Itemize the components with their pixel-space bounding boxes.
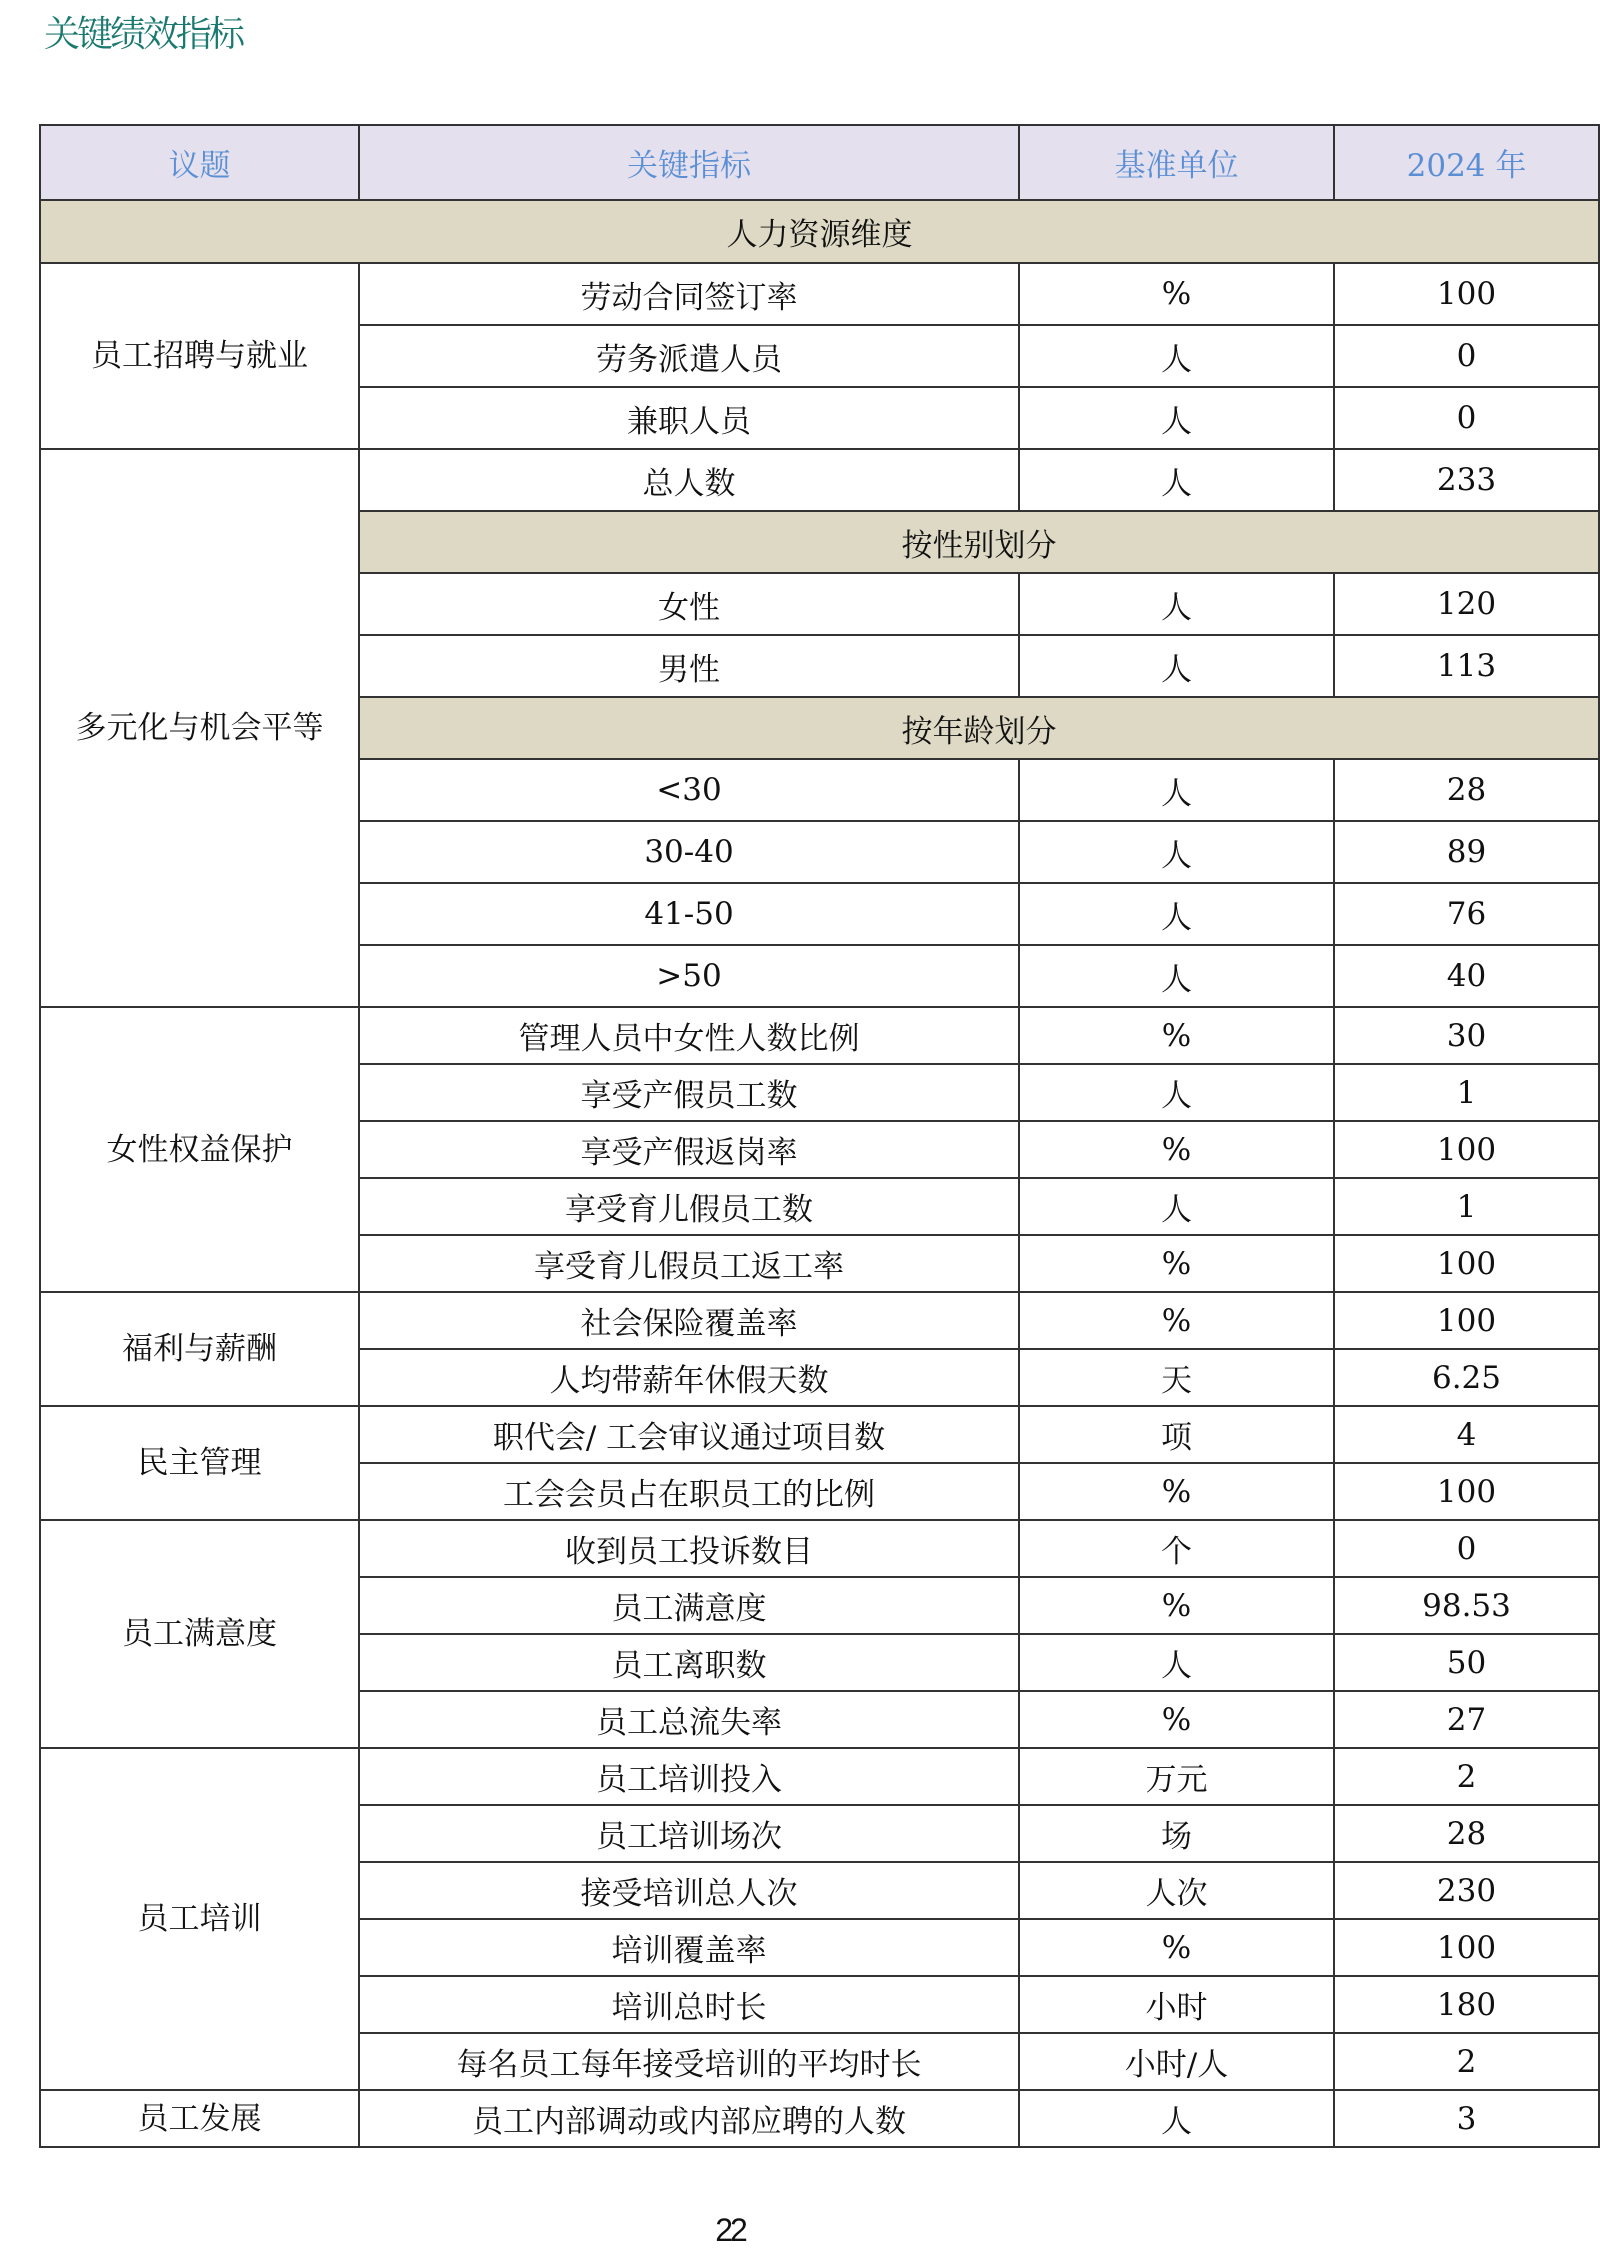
indicator-cell: 收到员工投诉数目 (359, 1520, 1019, 1577)
value-cell: 1 (1334, 1178, 1599, 1235)
unit-cell: 小时/人 (1019, 2033, 1334, 2090)
unit-cell: 万元 (1019, 1748, 1334, 1805)
indicator-cell: 总人数 (359, 449, 1019, 511)
table-row (40, 1007, 1599, 1064)
table-row (40, 449, 1599, 511)
category-cell: 女性权益保护 (40, 1007, 359, 1292)
indicator-cell: 员工培训场次 (359, 1805, 1019, 1862)
subheader-age: 按年龄划分 (359, 697, 1599, 759)
indicator-cell: 劳动合同签订率 (359, 263, 1019, 325)
unit-cell: 个 (1019, 1520, 1334, 1577)
table-row (40, 1406, 1599, 1463)
table-row (40, 1520, 1599, 1577)
unit-cell: 人 (1019, 573, 1334, 635)
indicator-cell: 享受产假返岗率 (359, 1121, 1019, 1178)
table-row (40, 1292, 1599, 1349)
value-cell: 0 (1334, 387, 1599, 449)
indicator-cell: 41-50 (359, 883, 1019, 945)
category-cell: 员工培训 (40, 1748, 359, 2090)
value-cell: 100 (1334, 1235, 1599, 1292)
unit-cell: % (1019, 1691, 1334, 1748)
indicator-cell: 职代会/ 工会审议通过项目数 (359, 1406, 1019, 1463)
indicator-cell: 30-40 (359, 821, 1019, 883)
indicator-cell: 社会保险覆盖率 (359, 1292, 1019, 1349)
unit-cell: % (1019, 1919, 1334, 1976)
table-row (40, 263, 1599, 325)
indicator-cell: >50 (359, 945, 1019, 1007)
section-row (40, 200, 1599, 263)
unit-cell: % (1019, 1577, 1334, 1634)
subheader-gender: 按性别划分 (359, 511, 1599, 573)
indicator-cell: 员工内部调动或内部应聘的人数 (359, 2090, 1019, 2147)
page-title: 关键绩效指标 (44, 14, 243, 55)
unit-cell: % (1019, 1292, 1334, 1349)
indicator-cell: 员工满意度 (359, 1577, 1019, 1634)
indicator-cell: 工会会员占在职员工的比例 (359, 1463, 1019, 1520)
unit-cell: 人 (1019, 387, 1334, 449)
value-cell: 230 (1334, 1862, 1599, 1919)
value-cell: 0 (1334, 1520, 1599, 1577)
unit-cell: 小时 (1019, 1976, 1334, 2033)
column-header-indicator: 关键指标 (359, 125, 1019, 200)
value-cell: 98.53 (1334, 1577, 1599, 1634)
value-cell: 2 (1334, 1748, 1599, 1805)
value-cell: 27 (1334, 1691, 1599, 1748)
category-cell: 员工满意度 (40, 1520, 359, 1748)
section-title: 人力资源维度 (40, 200, 1599, 263)
unit-cell: 人 (1019, 635, 1334, 697)
unit-cell: % (1019, 1121, 1334, 1178)
table-row (40, 2090, 1599, 2147)
unit-cell: 天 (1019, 1349, 1334, 1406)
unit-cell: 人 (1019, 449, 1334, 511)
value-cell: 113 (1334, 635, 1599, 697)
indicator-cell: 女性 (359, 573, 1019, 635)
indicator-cell: 享受产假员工数 (359, 1064, 1019, 1121)
indicator-cell: 培训覆盖率 (359, 1919, 1019, 1976)
indicator-cell: 接受培训总人次 (359, 1862, 1019, 1919)
unit-cell: 人 (1019, 883, 1334, 945)
category-cell: 多元化与机会平等 (40, 449, 359, 1007)
value-cell: 89 (1334, 821, 1599, 883)
value-cell: 100 (1334, 1919, 1599, 1976)
unit-cell: % (1019, 1007, 1334, 1064)
value-cell: 120 (1334, 573, 1599, 635)
unit-cell: 人 (1019, 1178, 1334, 1235)
kpi-table (39, 124, 1600, 2148)
value-cell: 28 (1334, 1805, 1599, 1862)
category-cell: 福利与薪酬 (40, 1292, 359, 1406)
unit-cell: 人次 (1019, 1862, 1334, 1919)
unit-cell: 人 (1019, 2090, 1334, 2147)
indicator-cell: 人均带薪年休假天数 (359, 1349, 1019, 1406)
value-cell: 3 (1334, 2090, 1599, 2147)
table-header-row (40, 125, 1599, 200)
value-cell: 4 (1334, 1406, 1599, 1463)
value-cell: 100 (1334, 1121, 1599, 1178)
value-cell: 28 (1334, 759, 1599, 821)
unit-cell: 场 (1019, 1805, 1334, 1862)
category-cell: 民主管理 (40, 1406, 359, 1520)
category-cell: 员工发展 (40, 2090, 359, 2147)
value-cell: 100 (1334, 1292, 1599, 1349)
indicator-cell: 享受育儿假员工返工率 (359, 1235, 1019, 1292)
value-cell: 50 (1334, 1634, 1599, 1691)
value-cell: 40 (1334, 945, 1599, 1007)
unit-cell: 人 (1019, 945, 1334, 1007)
unit-cell: 人 (1019, 821, 1334, 883)
unit-cell: 项 (1019, 1406, 1334, 1463)
column-header-topic: 议题 (40, 125, 359, 200)
category-cell: 员工招聘与就业 (40, 263, 359, 449)
indicator-cell: 男性 (359, 635, 1019, 697)
indicator-cell: 劳务派遣人员 (359, 325, 1019, 387)
indicator-cell: 员工总流失率 (359, 1691, 1019, 1748)
value-cell: 30 (1334, 1007, 1599, 1064)
indicator-cell: <30 (359, 759, 1019, 821)
indicator-cell: 员工培训投入 (359, 1748, 1019, 1805)
page-number: 22 (715, 2212, 745, 2248)
value-cell: 233 (1334, 449, 1599, 511)
value-cell: 100 (1334, 1463, 1599, 1520)
value-cell: 2 (1334, 2033, 1599, 2090)
unit-cell: 人 (1019, 1064, 1334, 1121)
column-header-unit: 基准单位 (1019, 125, 1334, 200)
indicator-cell: 员工离职数 (359, 1634, 1019, 1691)
indicator-cell: 每名员工每年接受培训的平均时长 (359, 2033, 1019, 2090)
indicator-cell: 享受育儿假员工数 (359, 1178, 1019, 1235)
value-cell: 76 (1334, 883, 1599, 945)
value-cell: 0 (1334, 325, 1599, 387)
unit-cell: % (1019, 263, 1334, 325)
unit-cell: % (1019, 1235, 1334, 1292)
value-cell: 6.25 (1334, 1349, 1599, 1406)
unit-cell: % (1019, 1463, 1334, 1520)
value-cell: 100 (1334, 263, 1599, 325)
value-cell: 1 (1334, 1064, 1599, 1121)
column-header-year: 2024 年 (1334, 125, 1599, 200)
unit-cell: 人 (1019, 759, 1334, 821)
value-cell: 180 (1334, 1976, 1599, 2033)
table-row (40, 1748, 1599, 1805)
indicator-cell: 兼职人员 (359, 387, 1019, 449)
indicator-cell: 培训总时长 (359, 1976, 1019, 2033)
unit-cell: 人 (1019, 1634, 1334, 1691)
indicator-cell: 管理人员中女性人数比例 (359, 1007, 1019, 1064)
unit-cell: 人 (1019, 325, 1334, 387)
